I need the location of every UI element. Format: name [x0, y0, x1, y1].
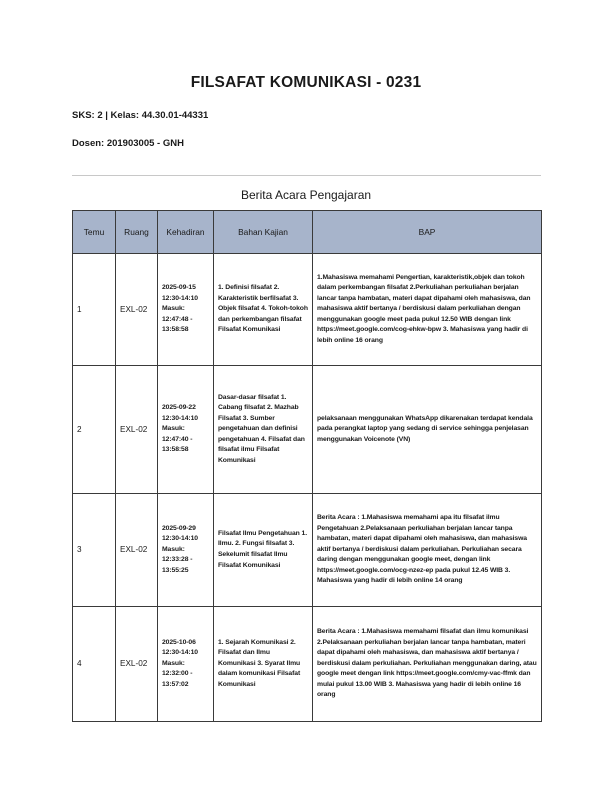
- table-row: [73, 366, 542, 494]
- cell-temu: 1: [73, 254, 116, 366]
- header-ruang: Ruang: [116, 211, 158, 254]
- table-row: [73, 607, 542, 722]
- table-header-row: [73, 211, 542, 254]
- page-title: FILSAFAT KOMUNIKASI - 0231: [190, 74, 422, 91]
- lecturer-meta: Dosen: 201903005 - GNH: [72, 138, 184, 149]
- header-bahan-kajian: Bahan Kajian: [214, 211, 313, 254]
- cell-temu: 3: [73, 494, 116, 607]
- table-row: [73, 254, 542, 366]
- header-temu: Temu: [73, 211, 116, 254]
- cell-ruang: EXL-02: [116, 607, 158, 722]
- divider: [72, 175, 541, 176]
- cell-kehadiran: 2025-10-06 12:30-14:10 Masuk: 12:32:00 - 13:57:02: [158, 607, 214, 722]
- cell-ruang: EXL-02: [116, 494, 158, 607]
- header-kehadiran: Kehadiran: [158, 211, 214, 254]
- cell-kehadiran: 2025-09-15 12:30-14:10 Masuk: 12:47:48 - 13:58:58: [158, 254, 214, 366]
- course-meta: SKS: 2 | Kelas: 44.30.01-44331: [72, 110, 209, 121]
- header-bap: BAP: [313, 211, 542, 254]
- cell-bap: pelaksanaan menggunakan WhatsApp dikarenakan terdapat kendala pada perangkat laptop yang sedang di service sehingga penjelasan menggunakan Voicenote (VN): [313, 366, 542, 494]
- cell-ruang: EXL-02: [116, 366, 158, 494]
- section-title: Berita Acara Pengajaran: [240, 188, 372, 202]
- cell-bap: 1.Mahasiswa memahami Pengertian, karakteristik,objek dan tokoh dalam perkembangan filsafat 2.Perkuliahan perkuliahan berjalan lancar tanpa hambatan, materi dapat dipahami oleh mahasiswa, dan mahasiswa aktif bertanya / berdiskusi dalam perkuliahan dengan menggunakan google meet pada pukul 12.50 WIB dengan link https://meet.google.com/cog-ehkw-bpw 3. Mahasiswa yang hadir di lebih online 16 orang: [313, 254, 542, 366]
- table-row: [73, 494, 542, 607]
- cell-bap: Berita Acara : 1.Mahasiswa memahami apa itu filsafat ilmu Pengetahuan 2.Pelaksanaan perkuliahan berjalan lancar tanpa hambatan, materi dapat dipahami oleh mahasiswa, dan mahasiswa aktif bertanya / berdiskusi dalam perkuliahan. Perkuliahan secara daring dengan menggunakan google meet, dengan link https://meet.google.com/ocg-nzez-ep pada pukul 12.45 WIB 3. Mahasiswa yang hadir di lebih online 14 orang: [313, 494, 542, 607]
- cell-ruang: EXL-02: [116, 254, 158, 366]
- cell-bahan-kajian: 1. Definisi filsafat 2. Karakteristik berfilsafat 3. Objek filsafat 4. Tokoh-tokoh dan perkembangan filsafat Filsafat Komunikasi: [214, 254, 313, 366]
- cell-kehadiran: 2025-09-29 12:30-14:10 Masuk: 12:33:28 - 13:55:25: [158, 494, 214, 607]
- teaching-record-table: [72, 210, 542, 722]
- cell-kehadiran: 2025-09-22 12:30-14:10 Masuk: 12:47:40 - 13:58:58: [158, 366, 214, 494]
- cell-bahan-kajian: Filsafat Ilmu Pengetahuan 1. Ilmu. 2. Fungsi filsafat 3. Sekelumit filsafat Ilmu Filsafat Komunikasi: [214, 494, 313, 607]
- cell-bahan-kajian: 1. Sejarah Komunikasi 2. Filsafat dan Ilmu Komunikasi 3. Syarat Ilmu dalam komunikasi Filsafat Komunikasi: [214, 607, 313, 722]
- cell-temu: 4: [73, 607, 116, 722]
- cell-bahan-kajian: Dasar-dasar filsafat 1. Cabang filsafat 2. Mazhab Filsafat 3. Sumber pengetahuan dan definisi pengetahuan 4. Filsafat dan filsafat ilmu Filsafat Komunikasi: [214, 366, 313, 494]
- cell-bap: Berita Acara : 1.Mahasiswa memahami filsafat dan ilmu komunikasi 2.Pelaksanaan perkuliahan berjalan lancar tanpa hambatan, materi dapat dipahami oleh mahasiswa, dan mahasiswa aktif bertanya / berdiskusi dalam perkuliahan. Perkuliahan menggunakan daring, atau google meet dengan link https://meet.google.com/cmy-vac-ffmk dan mulai pukul 13.00 WIB 3. Mahasiswa yang hadir di lebih online 16 orang: [313, 607, 542, 722]
- cell-temu: 2: [73, 366, 116, 494]
